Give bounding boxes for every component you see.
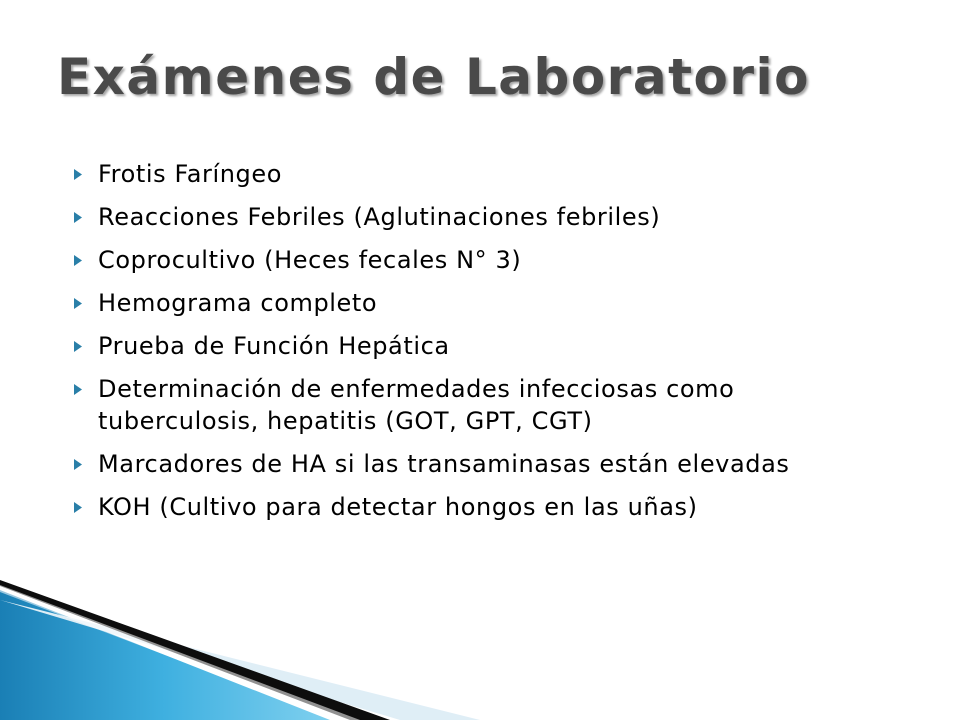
list-item <box>74 330 894 362</box>
triangle-right-icon <box>74 373 86 405</box>
triangle-right-icon <box>74 158 86 190</box>
triangle-right-icon <box>74 287 86 319</box>
list-item <box>74 448 894 480</box>
triangle-right-icon <box>74 491 86 523</box>
list-item-text: Coprocultivo (Heces fecales N° 3) <box>98 246 522 274</box>
triangle-right-icon <box>74 201 86 233</box>
triangle-right-icon <box>74 330 86 362</box>
list-item-text: Frotis Faríngeo <box>98 160 283 188</box>
list-item-text: Hemograma completo <box>98 289 378 317</box>
list-item <box>74 287 894 319</box>
list-item <box>74 373 894 437</box>
list-item-text: Reacciones Febriles (Aglutinaciones febriles) <box>98 203 661 231</box>
list-item-text: Prueba de Función Hepática <box>98 332 450 360</box>
triangle-right-icon <box>74 244 86 276</box>
bullet-list <box>74 158 894 534</box>
list-item-text: Determinación de enfermedades infecciosas como tuberculosis, hepatitis (GOT, GPT, CGT) <box>98 375 735 435</box>
list-item-text: KOH (Cultivo para detectar hongos en las uñas) <box>98 493 698 521</box>
list-item <box>74 491 894 523</box>
list-item-text: Marcadores de HA si las transaminasas están elevadas <box>98 450 790 478</box>
slide-title: Exámenes de Laboratorio <box>57 48 810 106</box>
list-item <box>74 201 894 233</box>
list-item <box>74 244 894 276</box>
corner-decoration <box>0 580 960 720</box>
triangle-right-icon <box>74 448 86 480</box>
list-item <box>74 158 894 190</box>
